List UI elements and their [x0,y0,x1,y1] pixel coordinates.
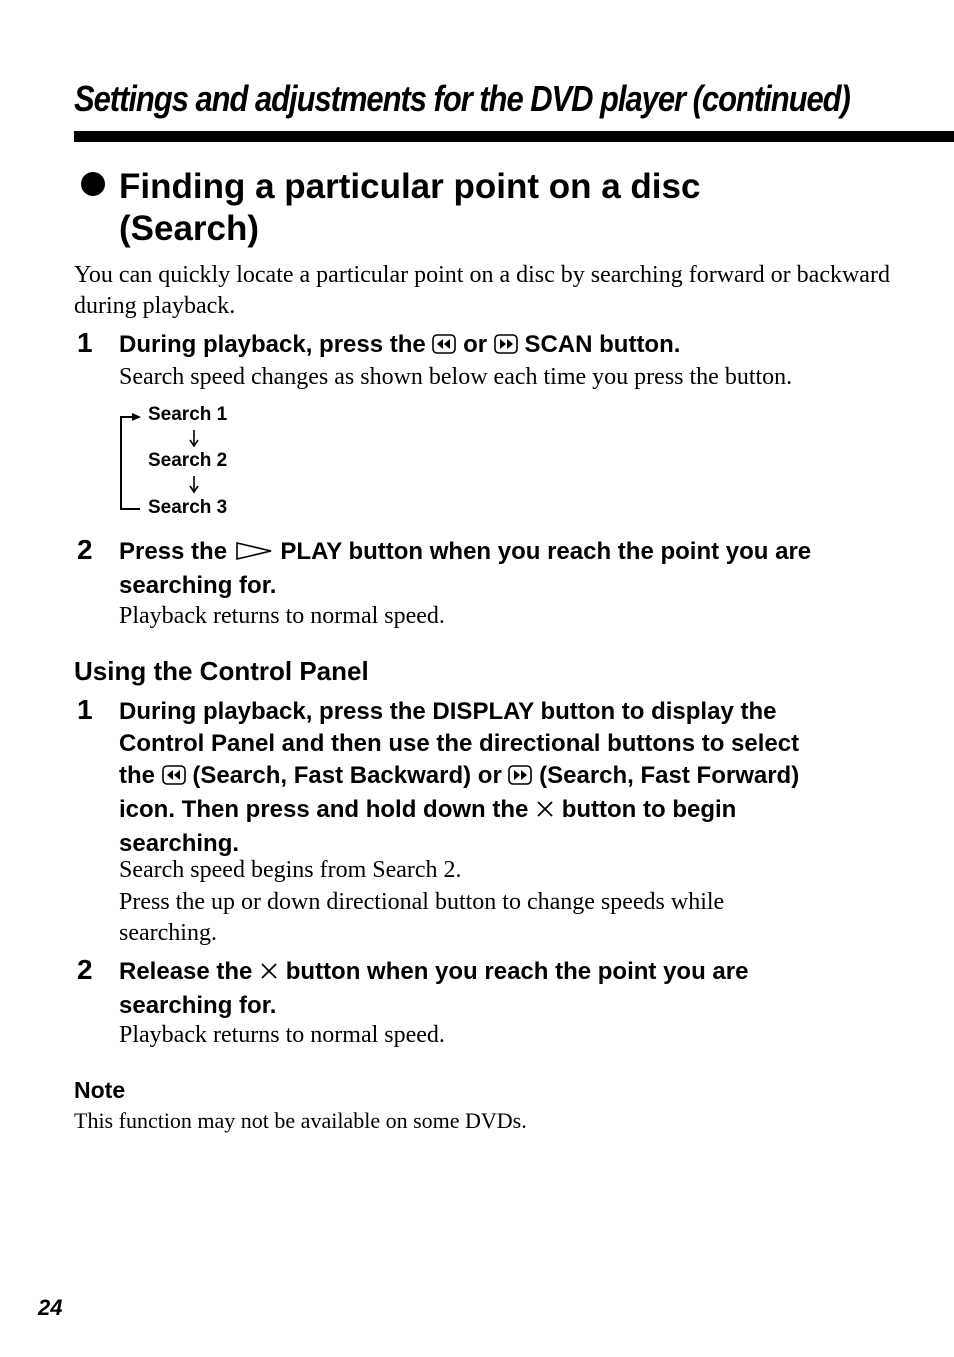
step-description: Search speed changes as shown below each time you press the button. [119,364,793,390]
flow-loop-line [120,508,140,510]
step-instruction-text: Release the [119,958,253,985]
step-instruction-text: During playback, press the [119,331,426,358]
step-description: Search speed begins from Search 2. [119,857,462,883]
step-instruction-line: During playback, press the DISPLAY button to display the [119,698,777,725]
flow-arrow-icon [132,412,142,422]
step-description: Press the up or down directional button to change speeds while searching. [119,889,725,946]
step-description: Playback returns to normal speed. [119,603,445,629]
step-instruction-text: PLAY button when you reach the point you are searching for. [119,538,812,599]
step-number: 1 [77,694,93,725]
section-title [119,166,879,250]
step-instruction [119,329,680,363]
step-instruction-text: icon. Then press and hold down the [119,796,529,823]
step-instruction-line [119,760,919,794]
step-instruction-line: searching for. [119,992,277,1019]
step-instruction-text: button to begin [561,796,737,823]
flow-item: Search 2 [148,450,228,471]
step-description: Playback returns to normal speed. [119,1022,445,1048]
step-instruction [119,536,909,602]
cross-button-icon [259,958,279,990]
section-title-line2: (Search) [119,209,260,248]
scan-forward-icon [494,331,518,363]
step-instruction-text: (Search, Fast Forward) [539,762,800,789]
scan-backward-icon [432,331,456,363]
step-number: 2 [77,954,93,985]
play-icon [234,538,274,570]
page-number: 24 [38,1295,63,1320]
fast-forward-icon [508,762,532,794]
step-instruction-line: searching. [119,830,240,857]
step-instruction-line: Control Panel and then use the directional buttons to select [119,730,800,757]
subsection-heading: Using the Control Panel [74,656,369,686]
step-instruction-text: Press the [119,538,228,565]
flow-item: Search 1 [148,404,228,425]
step-instruction-text: the [119,762,155,789]
step-instruction-text: button when you reach the point you are [285,958,749,985]
note-heading: Note [74,1077,126,1103]
flow-down-arrow-icon [188,430,200,448]
flow-item: Search 3 [148,497,228,518]
section-bullet-icon [81,172,105,196]
flow-loop-line [120,416,122,510]
step-instruction [119,956,919,1022]
step-instruction-line [119,956,919,990]
header-rule [74,131,954,142]
flow-down-arrow-icon [188,476,200,494]
cross-button-icon [535,796,555,828]
note-text: This function may not be available on some DVDs. [74,1108,527,1133]
step-instruction-text: or [463,331,488,358]
chapter-header: Settings and adjustments for the DVD player (continued) [74,78,850,119]
step-number: 2 [77,534,93,565]
step-instruction-text: SCAN button. [524,331,681,358]
fast-backward-icon [162,762,186,794]
step-number: 1 [77,327,93,358]
step-instruction-text: (Search, Fast Backward) or [192,762,502,789]
section-intro: You can quickly locate a particular point on a disc by searching forward or backward during playback. [74,262,890,319]
section-title-line1: Finding a particular point on a disc [119,167,701,206]
step-instruction-line [119,794,919,828]
step-instruction [119,696,919,860]
